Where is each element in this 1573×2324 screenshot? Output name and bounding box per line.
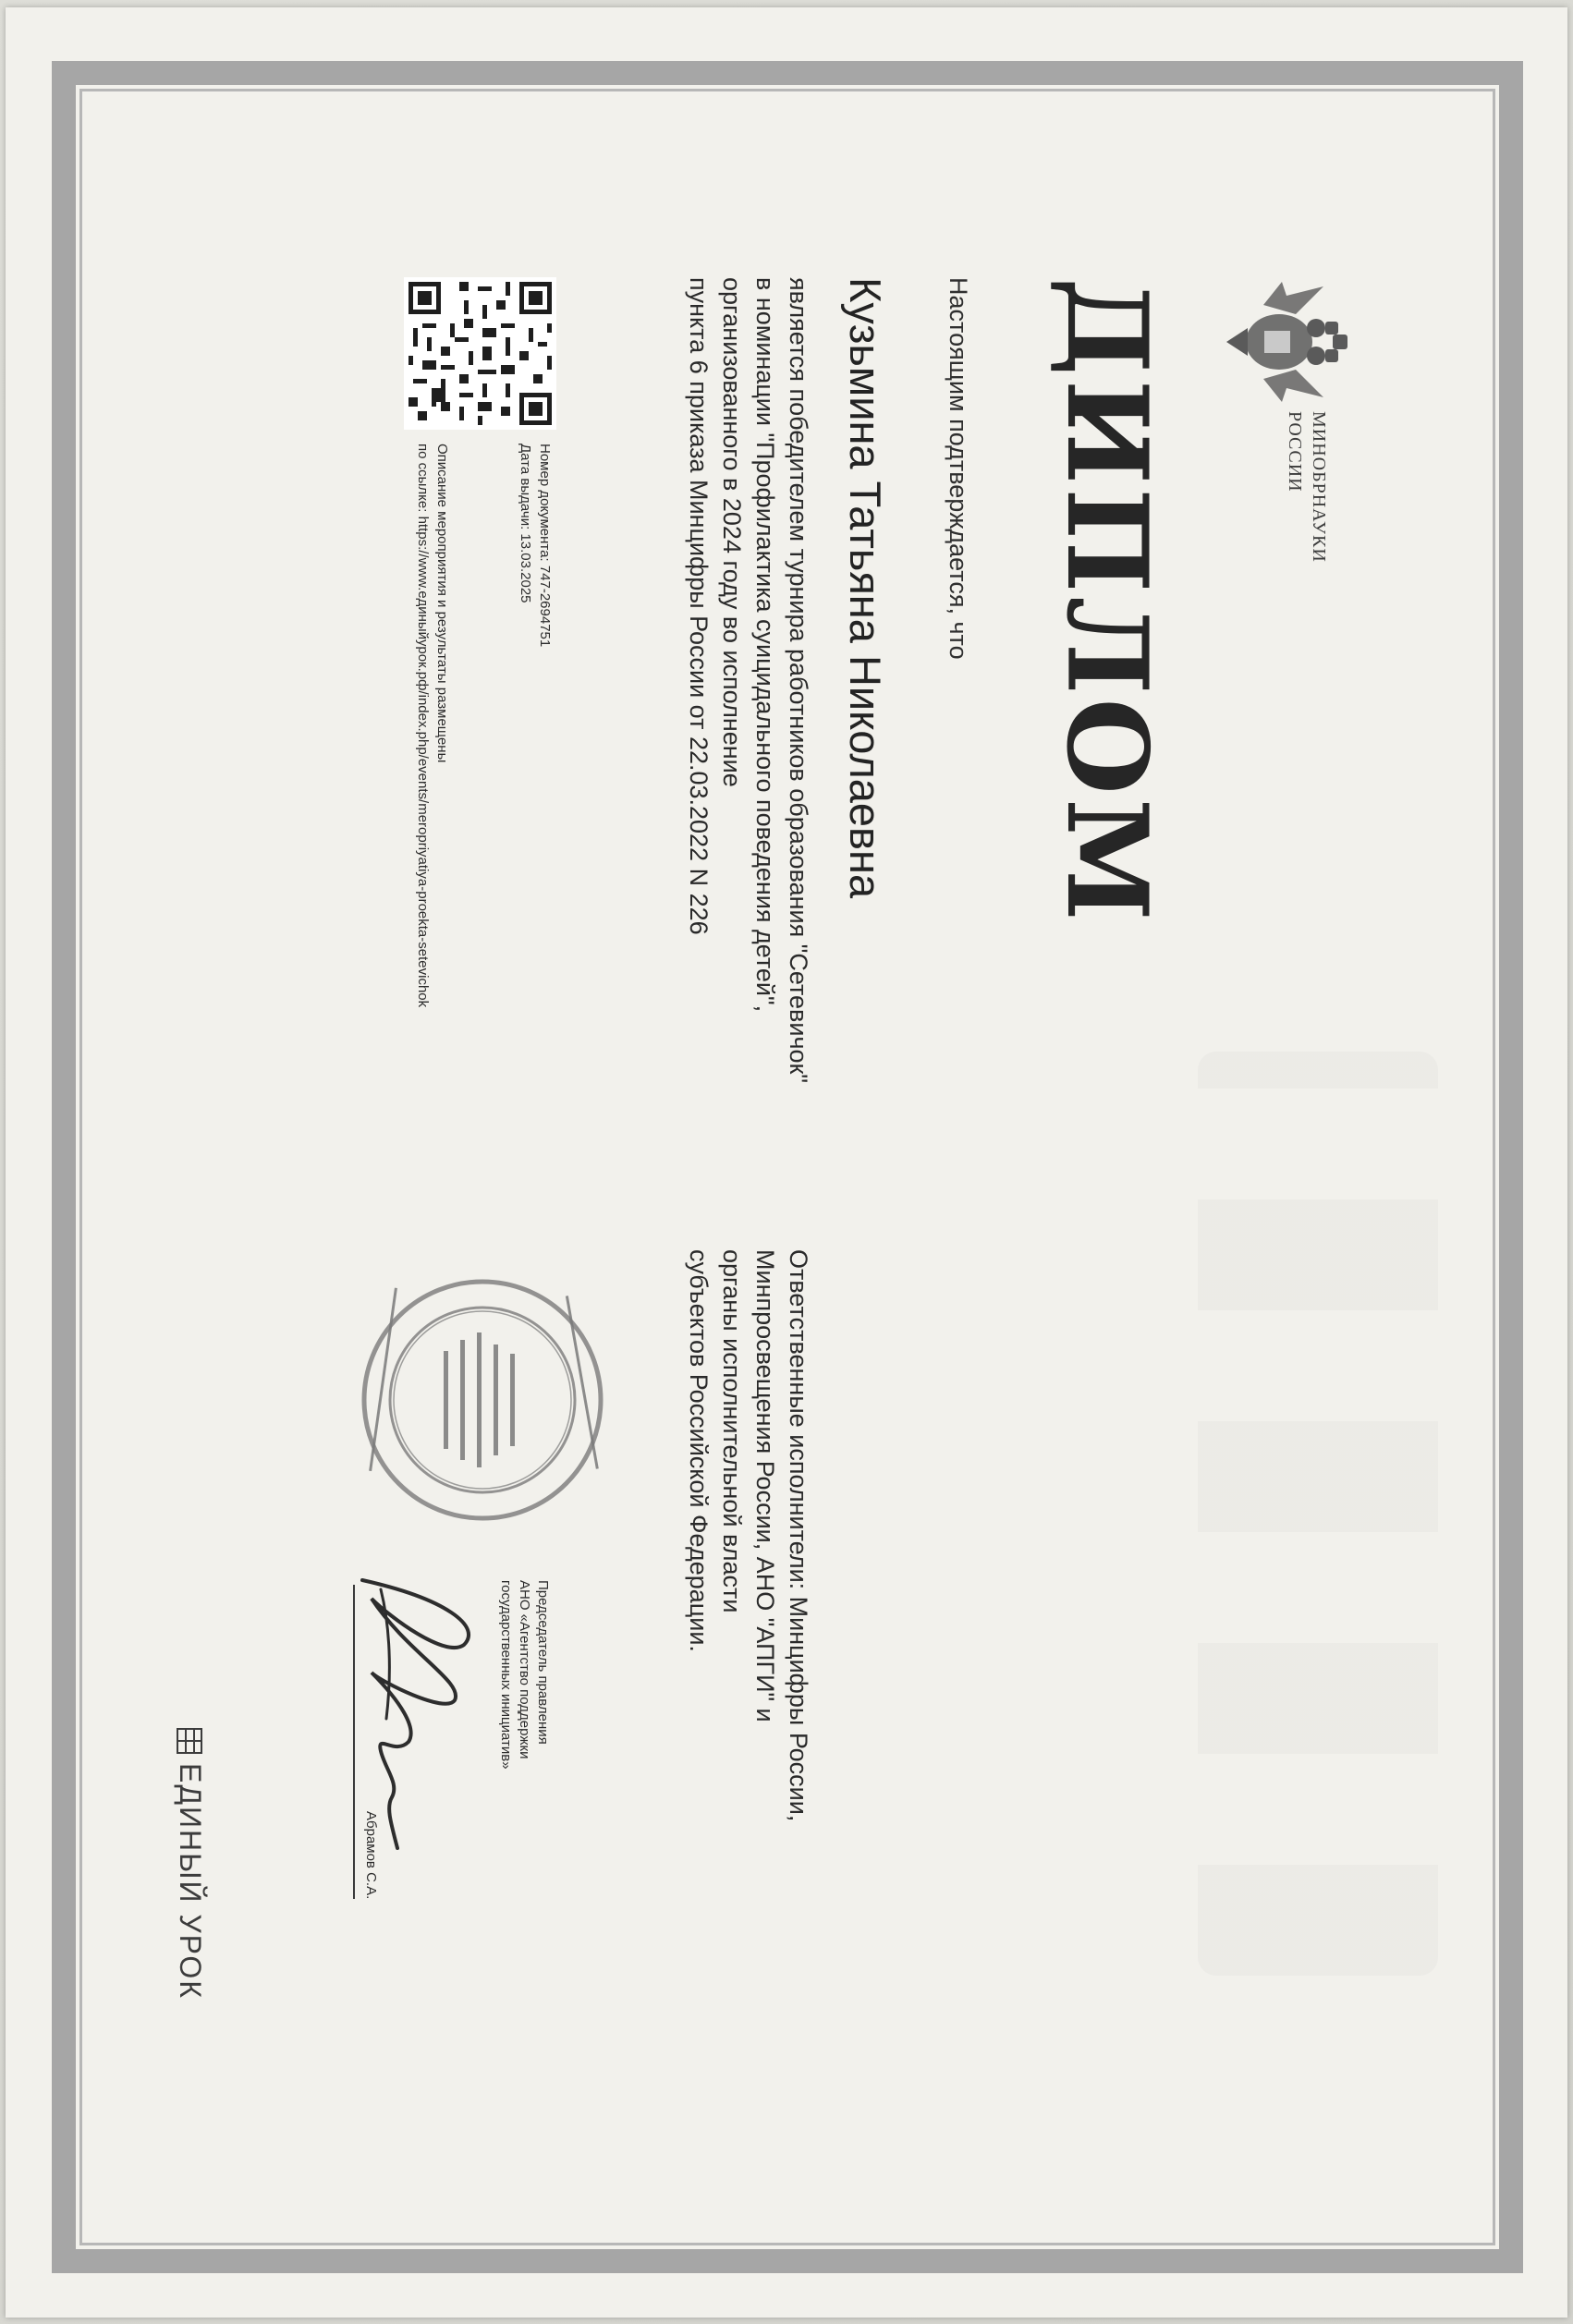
edu-lesson-logo: [173, 1728, 207, 2000]
document-info: [516, 444, 555, 647]
ministry-line-2: РОССИИ: [1285, 411, 1305, 493]
results-line-1: Описание мероприятия и результаты размещены: [434, 444, 450, 763]
issue-date: Дата выдачи: 13.03.2025: [518, 444, 533, 603]
responsible-line-3: органы исполнительной власти: [718, 1249, 746, 1613]
edu-logo-text: ЕДИНЫЙ УРОК: [174, 1763, 207, 2000]
signature-icon: [344, 1543, 501, 1857]
recipient-name: Кузьмина Татьяна Николаевна: [841, 277, 890, 899]
chairman-line-2: АНО «Агентство поддержки: [517, 1580, 532, 1759]
results-description: [413, 444, 452, 1007]
ministry-line-1: МИНОБРНАУКИ: [1309, 411, 1329, 563]
ministry-label: [1283, 411, 1331, 563]
award-description: [682, 277, 815, 1083]
award-line-2: в номинации "Профилактика суицидального поведения детей",: [751, 277, 779, 1013]
chairman-line-1: Председатель правления: [535, 1580, 551, 1745]
results-link: по ссылке: https://www.единыйурок.рф/index.php/events/meropriyatiya-proekta-setevichok: [415, 444, 431, 1008]
award-line-1: является победителем турнира работников образования "Сетевичок": [785, 277, 812, 1083]
chairman-line-3: государственных инициатив»: [498, 1580, 514, 1770]
signature-line: [353, 1585, 355, 1899]
responsible-line-4: субъектов Российской Федерации.: [685, 1249, 713, 1652]
responsible-line-1: Ответственные исполнители: Минцифры России,: [785, 1249, 812, 1822]
organization-seal-icon: [358, 1275, 607, 1525]
confirm-text: Настоящим подтверждается, что: [945, 277, 972, 660]
responsible-line-2: Минпросвещения России, АНО "АПГИ" и: [751, 1249, 779, 1722]
document-number: Номер документа: 747-2694751: [537, 444, 553, 648]
chairman-title: [496, 1580, 552, 1770]
diploma-title: ДИПЛОМ: [1042, 277, 1172, 925]
qr-code-icon: [404, 277, 556, 430]
grid-logo-icon: [177, 1728, 203, 1754]
award-line-3: организованного в 2024 году во исполнение: [718, 277, 746, 787]
responsible-executors: [682, 1249, 815, 1821]
award-line-4: пункта 6 приказа Минцифры России от 22.03.2022 N 226: [685, 277, 713, 935]
signer-name: Абрамов С.А.: [363, 1811, 379, 1900]
coat-of-arms-icon: [1222, 277, 1351, 407]
